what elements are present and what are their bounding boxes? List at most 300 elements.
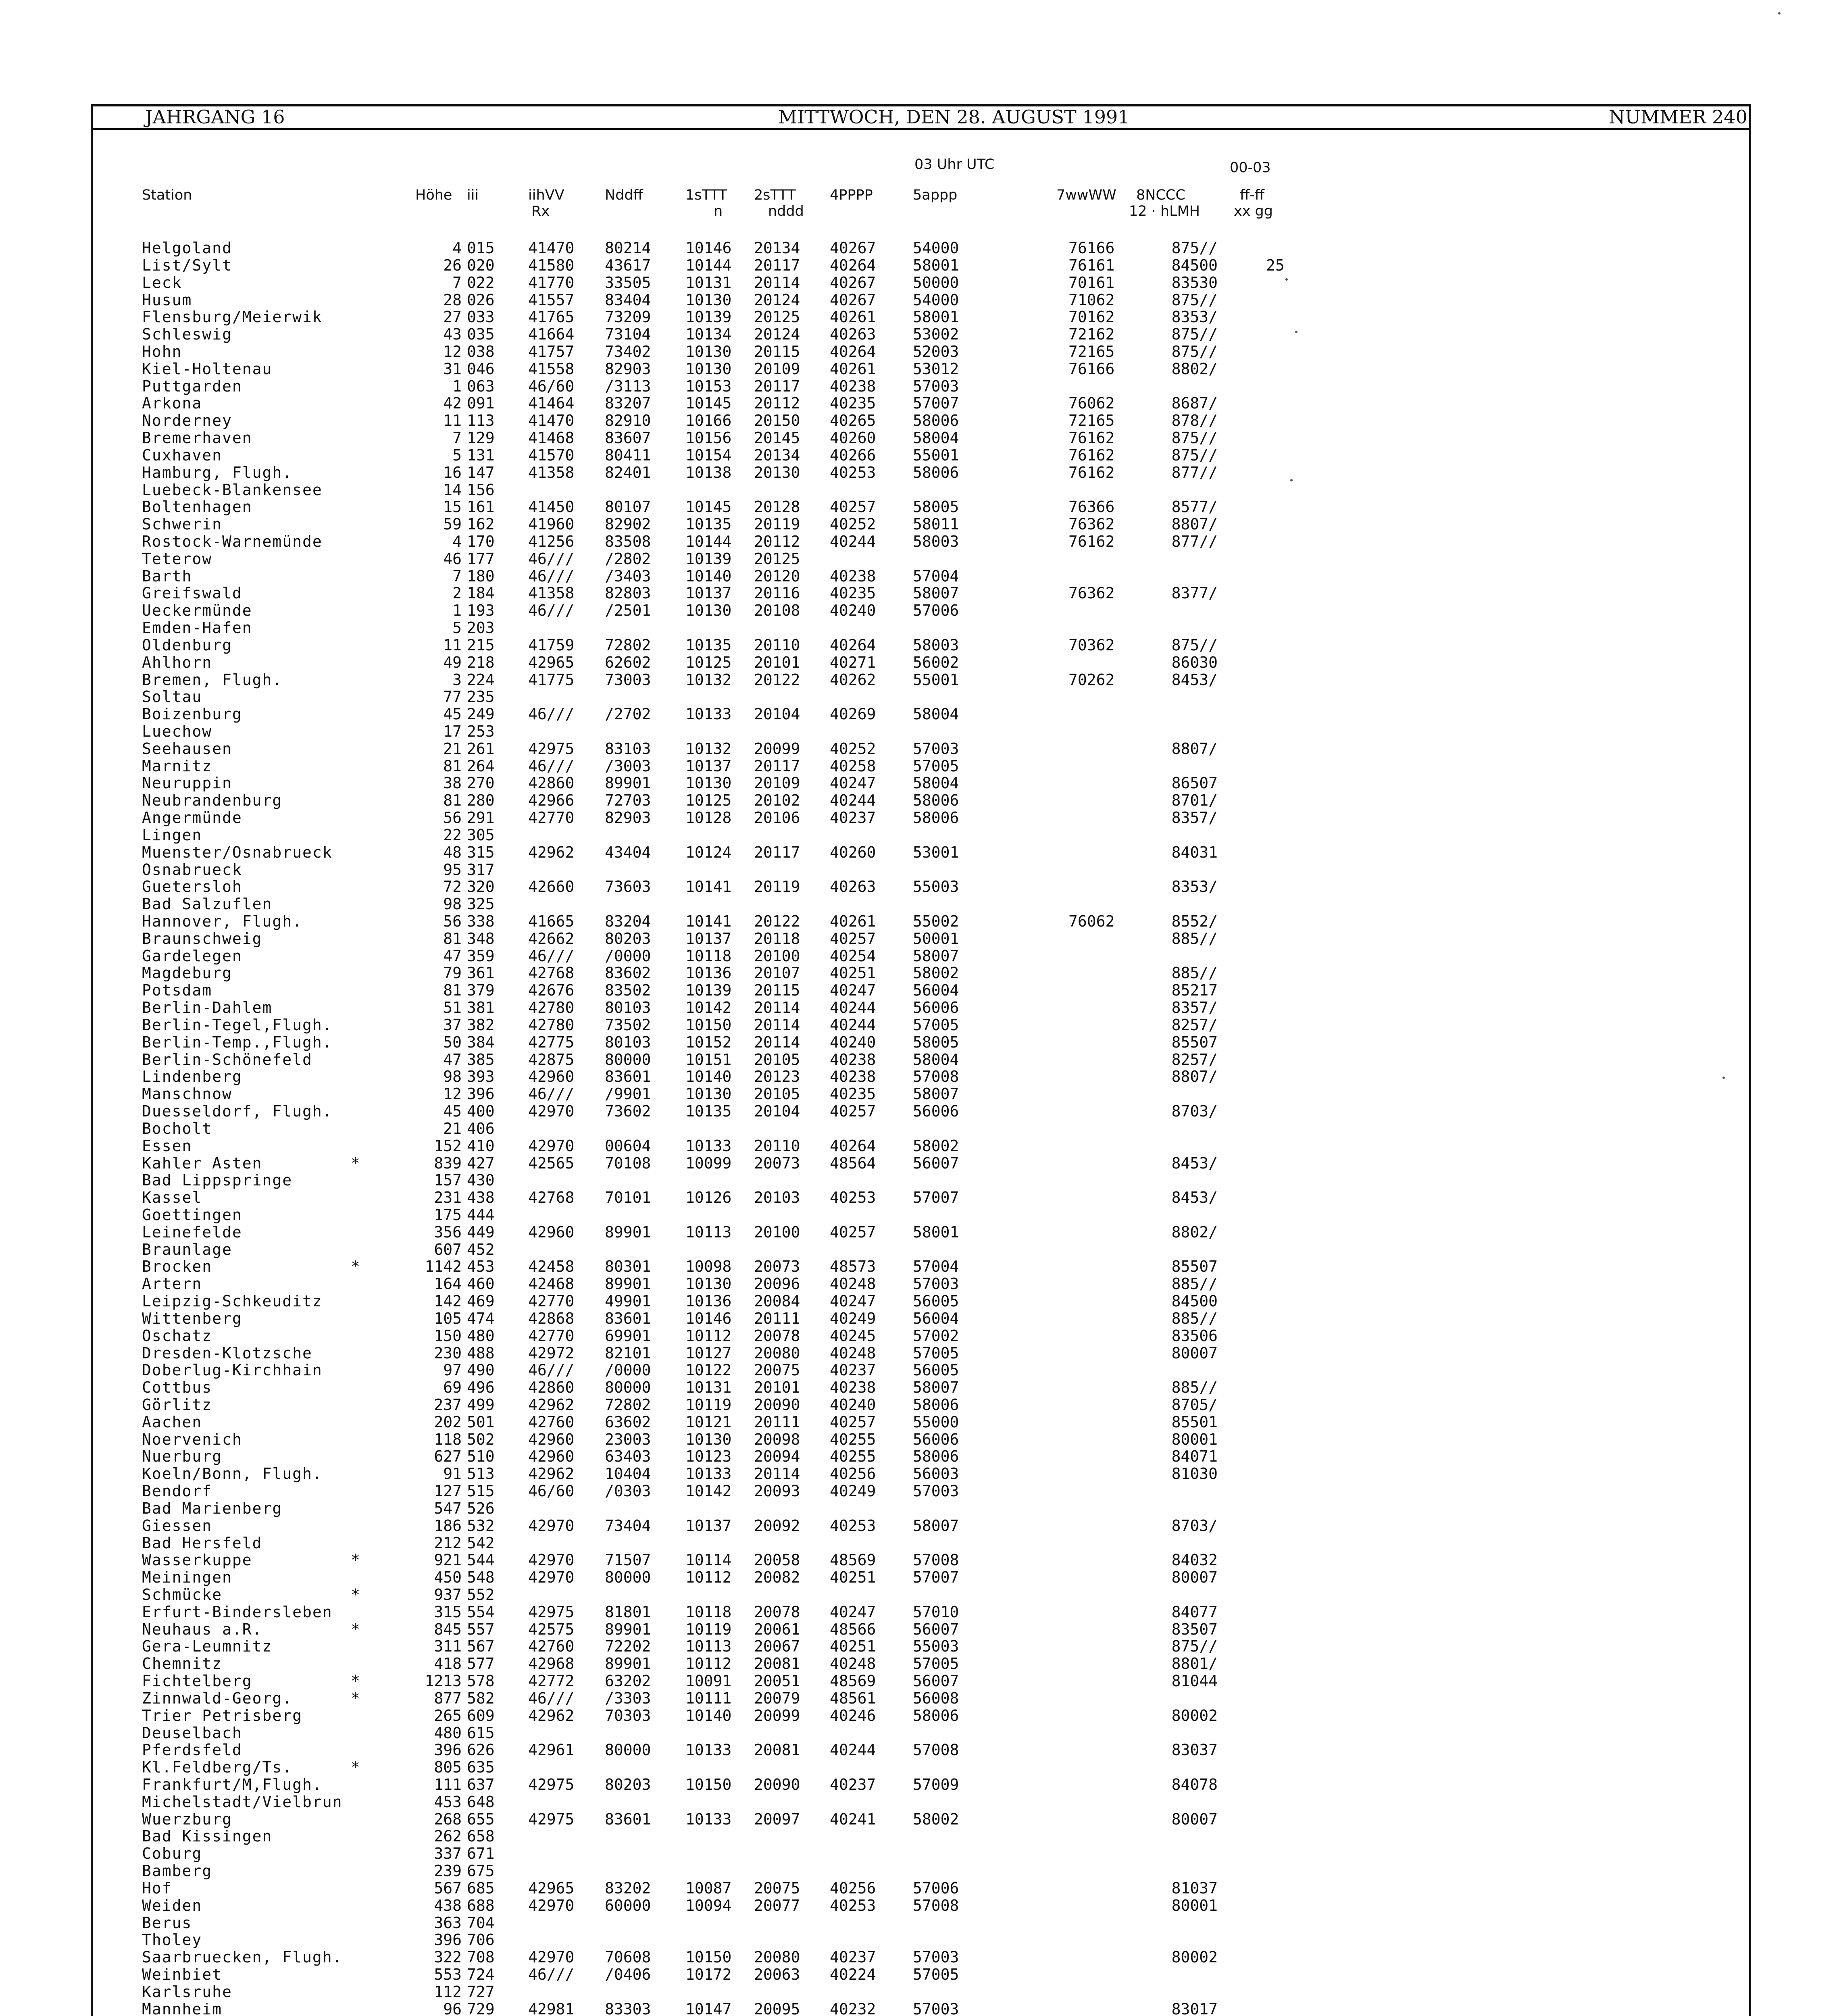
group-tendency: 57004	[913, 1258, 959, 1276]
station-number: 499	[467, 1395, 495, 1414]
group-dewpoint: 20111	[754, 1413, 800, 1431]
group-temperature: 10136	[685, 1292, 732, 1310]
group-clouds: 8807/	[1171, 1068, 1218, 1086]
station-height: 877	[434, 1689, 462, 1707]
group-nddff: /9901	[605, 1085, 651, 1103]
group-clouds: 80001	[1171, 1430, 1218, 1448]
group-nddff: 89901	[605, 1655, 651, 1673]
table-row	[0, 1431, 1841, 1448]
station-number: 315	[467, 843, 495, 861]
group-pressure: 48569	[830, 1551, 876, 1569]
masthead-bottom-rule	[91, 128, 1749, 130]
station-name: Berus	[142, 1914, 192, 1932]
group-temperature: 10132	[685, 739, 732, 758]
group-dewpoint: 20145	[754, 429, 800, 447]
group-clouds: 875//	[1171, 636, 1218, 654]
station-height: 50	[443, 1033, 462, 1051]
station-height: 47	[443, 947, 462, 965]
table-row	[0, 913, 1841, 930]
group-nddff: /3403	[605, 567, 651, 585]
group-temperature: 10153	[685, 377, 732, 395]
station-number: 038	[467, 342, 495, 360]
station-height: 27	[443, 308, 462, 326]
group-pressure: 40262	[830, 671, 876, 689]
group-dewpoint: 20090	[754, 1776, 800, 1793]
group-temperature: 10131	[685, 1379, 732, 1397]
group-nddff: /2702	[605, 705, 651, 723]
group-nddff: 83601	[605, 1810, 651, 1828]
group-temperature: 10130	[685, 360, 732, 378]
group-tendency: 53012	[913, 360, 959, 378]
group-nddff: 83601	[605, 1068, 651, 1086]
mountain-marker: *	[351, 1672, 360, 1690]
group-pressure: 40257	[830, 1102, 876, 1120]
table-row	[0, 568, 1841, 585]
header-n8: 8NCCC	[1136, 187, 1185, 203]
station-name: Bocholt	[142, 1119, 212, 1137]
group-dewpoint: 20125	[754, 550, 800, 568]
station-name: Marnitz	[142, 757, 212, 775]
station-name: Helgoland	[142, 239, 232, 257]
station-name: Duesseldorf, Flugh.	[142, 1102, 333, 1120]
group-temperature: 10154	[685, 446, 732, 464]
group-clouds: 875//	[1171, 1637, 1218, 1656]
station-name: Kiel-Holtenau	[142, 360, 273, 378]
group-dewpoint: 20061	[754, 1620, 800, 1638]
group-temperature: 10113	[685, 1637, 732, 1656]
group-ihvv: 41570	[528, 446, 575, 464]
station-name: Saarbruecken, Flugh.	[142, 1948, 343, 1966]
group-tendency: 57005	[913, 757, 959, 775]
station-number: 203	[467, 619, 495, 637]
group-temperature: 10094	[685, 1896, 732, 1914]
station-height: 4	[452, 532, 462, 550]
group-ihvv: 46/60	[528, 1482, 575, 1500]
group-ihvv: 41960	[528, 515, 575, 533]
station-height: 81	[443, 981, 462, 1000]
group-tendency: 58001	[913, 308, 959, 326]
group-temperature: 10130	[685, 1275, 732, 1293]
group-nddff: 89901	[605, 1275, 651, 1293]
group-tendency: 58004	[913, 429, 959, 447]
group-temperature: 10137	[685, 929, 732, 948]
group-ihvv: 42962	[528, 1706, 575, 1724]
station-number: 488	[467, 1344, 495, 1362]
station-height: 98	[443, 895, 462, 913]
group-dewpoint: 20090	[754, 1395, 800, 1414]
group-clouds: 8802/	[1171, 360, 1218, 378]
station-name: Bad Marienberg	[142, 1499, 283, 1517]
group-dewpoint: 20103	[754, 1189, 800, 1207]
group-tendency: 54000	[913, 291, 959, 309]
table-row	[0, 1776, 1841, 1793]
group-temperature: 10134	[685, 325, 732, 344]
station-height: 14	[443, 481, 462, 499]
group-temperature: 10122	[685, 1361, 732, 1379]
table-row	[0, 498, 1841, 515]
station-number: 724	[467, 1966, 495, 1983]
station-name: Nuerburg	[142, 1447, 223, 1466]
station-number: 253	[467, 723, 495, 740]
group-clouds: 878//	[1171, 412, 1218, 430]
table-row	[0, 602, 1841, 619]
station-height: 627	[434, 1447, 462, 1466]
table-row	[0, 240, 1841, 256]
table-row	[0, 1034, 1841, 1051]
station-name: Berlin-Tegel,Flugh.	[142, 1016, 333, 1034]
station-number: 184	[467, 584, 495, 602]
table-row	[0, 257, 1841, 274]
group-ihvv: 42960	[528, 1430, 575, 1448]
group-clouds: 8807/	[1171, 739, 1218, 758]
group-pressure: 40267	[830, 291, 876, 309]
group-dewpoint: 20115	[754, 342, 800, 360]
group-temperature: 10145	[685, 498, 732, 516]
group-ihvv: 42972	[528, 1344, 575, 1362]
station-number: 708	[467, 1948, 495, 1966]
table-row	[0, 1310, 1841, 1327]
group-pressure: 40267	[830, 239, 876, 257]
station-number: 348	[467, 929, 495, 948]
group-ihvv: 46///	[528, 1361, 575, 1379]
group-weather: 70161	[1068, 273, 1115, 292]
group-temperature: 10140	[685, 567, 732, 585]
group-nddff: 60000	[605, 1896, 651, 1914]
group-nddff: 72802	[605, 1395, 651, 1414]
station-number: 113	[467, 412, 495, 430]
mountain-marker: *	[351, 1689, 360, 1707]
group-pressure: 40271	[830, 653, 876, 671]
station-name: Mannheim	[142, 2000, 223, 2016]
group-clouds: 8552/	[1171, 912, 1218, 930]
group-pressure: 40253	[830, 463, 876, 481]
group-pressure: 40240	[830, 1033, 876, 1051]
table-row	[0, 1517, 1841, 1534]
station-name: Schmücke	[142, 1586, 223, 1604]
group-tendency: 56007	[913, 1154, 959, 1172]
table-row	[0, 447, 1841, 464]
group-dewpoint: 20119	[754, 515, 800, 533]
group-nddff: 81801	[605, 1603, 651, 1621]
station-name: Oldenburg	[142, 636, 232, 654]
group-dewpoint: 20078	[754, 1603, 800, 1621]
station-number: 249	[467, 705, 495, 723]
station-height: 11	[443, 412, 462, 430]
group-nddff: 83103	[605, 739, 651, 758]
group-temperature: 10118	[685, 947, 732, 965]
group-temperature: 10114	[685, 1551, 732, 1569]
station-name: Osnabrueck	[142, 860, 242, 879]
group-tendency: 58004	[913, 774, 959, 792]
table-row	[0, 1068, 1841, 1085]
station-number: 567	[467, 1637, 495, 1656]
group-tendency: 58005	[913, 1033, 959, 1051]
station-name: Bamberg	[142, 1862, 212, 1880]
station-number: 063	[467, 377, 495, 395]
group-clouds: 885//	[1171, 1309, 1218, 1327]
station-height: 265	[434, 1706, 462, 1724]
table-row	[0, 1327, 1841, 1344]
table-row	[0, 1586, 1841, 1603]
group-clouds: 86030	[1171, 653, 1218, 671]
table-row	[0, 1828, 1841, 1845]
group-nddff: 83202	[605, 1879, 651, 1897]
group-dewpoint: 20107	[754, 964, 800, 982]
group-weather: 76362	[1068, 584, 1115, 602]
station-height: 1142	[425, 1258, 462, 1276]
station-name: Neubrandenburg	[142, 791, 283, 810]
station-height: 311	[434, 1637, 462, 1656]
group-ihvv: 41464	[528, 394, 575, 412]
station-height: 81	[443, 929, 462, 948]
group-clouds: 80001	[1171, 1896, 1218, 1914]
station-number: 430	[467, 1171, 495, 1189]
group-pressure: 40235	[830, 584, 876, 602]
group-dewpoint: 20105	[754, 1085, 800, 1103]
scan-speck	[1778, 12, 1781, 15]
group-pressure: 40238	[830, 567, 876, 585]
group-pressure: 40269	[830, 705, 876, 723]
group-clouds: 80002	[1171, 1948, 1218, 1966]
group-pressure: 40235	[830, 394, 876, 412]
station-number: 270	[467, 774, 495, 792]
group-dewpoint: 20106	[754, 809, 800, 827]
group-dewpoint: 20117	[754, 757, 800, 775]
station-height: 56	[443, 912, 462, 930]
group-nddff: /3303	[605, 1689, 651, 1707]
table-row	[0, 878, 1841, 895]
station-number: 438	[467, 1189, 495, 1207]
station-height: 91	[443, 1465, 462, 1483]
group-ihvv: 42975	[528, 1603, 575, 1621]
group-ihvv: 41358	[528, 584, 575, 602]
group-temperature: 10123	[685, 1447, 732, 1466]
table-row	[0, 1638, 1841, 1655]
group-clouds: 8353/	[1171, 308, 1218, 326]
group-temperature: 10124	[685, 843, 732, 861]
group-clouds: 875//	[1171, 291, 1218, 309]
station-height: 839	[434, 1154, 462, 1172]
group-temperature: 10119	[685, 1620, 732, 1638]
station-name: Husum	[142, 291, 192, 309]
group-clouds: 8377/	[1171, 584, 1218, 602]
table-row	[0, 1414, 1841, 1431]
group-clouds: 877//	[1171, 463, 1218, 481]
station-name: Bad Lippspringe	[142, 1171, 293, 1189]
table-row	[0, 844, 1841, 861]
station-number: 452	[467, 1240, 495, 1258]
group-dewpoint: 20123	[754, 1068, 800, 1086]
group-clouds: 84031	[1171, 843, 1218, 861]
station-name: Ueckermünde	[142, 602, 252, 620]
group-tendency: 55003	[913, 1637, 959, 1656]
group-nddff: 70608	[605, 1948, 651, 1966]
group-pressure: 40264	[830, 342, 876, 360]
group-dewpoint: 20118	[754, 929, 800, 948]
group-ihvv: 42780	[528, 1016, 575, 1034]
group-clouds: 8357/	[1171, 809, 1218, 827]
group-dewpoint: 20114	[754, 999, 800, 1017]
group-tendency: 58007	[913, 947, 959, 965]
group-ihvv: 46///	[528, 1966, 575, 1983]
group-clouds: 875//	[1171, 429, 1218, 447]
group-dewpoint: 20094	[754, 1447, 800, 1466]
group-dewpoint: 20092	[754, 1516, 800, 1535]
group-nddff: 49901	[605, 1292, 651, 1310]
group-dewpoint: 20100	[754, 947, 800, 965]
station-height: 921	[434, 1551, 462, 1569]
station-number: 577	[467, 1655, 495, 1673]
group-dewpoint: 20124	[754, 325, 800, 344]
station-name: Bad Salzuflen	[142, 895, 273, 913]
group-nddff: 80000	[605, 1379, 651, 1397]
station-height: 16	[443, 463, 462, 481]
station-name: Luebeck-Blankensee	[142, 481, 323, 499]
table-row	[0, 999, 1841, 1016]
group-dewpoint: 20122	[754, 671, 800, 689]
station-height: 5	[452, 446, 462, 464]
table-row	[0, 1448, 1841, 1465]
station-number: 361	[467, 964, 495, 982]
station-height: 4	[452, 239, 462, 257]
group-tendency: 56003	[913, 1465, 959, 1483]
group-tendency: 57007	[913, 394, 959, 412]
station-name: Lingen	[142, 826, 202, 844]
group-tendency: 55003	[913, 878, 959, 896]
group-pressure: 48569	[830, 1672, 876, 1690]
group-pressure: 40257	[830, 498, 876, 516]
station-number: 449	[467, 1223, 495, 1241]
station-number: 727	[467, 1983, 495, 2001]
station-number: 015	[467, 239, 495, 257]
station-height: 438	[434, 1896, 462, 1914]
table-row	[0, 1897, 1841, 1914]
station-number: 542	[467, 1534, 495, 1552]
group-tendency: 56005	[913, 1361, 959, 1379]
table-row	[0, 982, 1841, 999]
group-nddff: 83204	[605, 912, 651, 930]
station-height: 202	[434, 1413, 462, 1431]
station-name: Deuselbach	[142, 1724, 242, 1742]
station-number: 510	[467, 1447, 495, 1466]
station-height: 142	[434, 1292, 462, 1310]
group-dewpoint: 20134	[754, 446, 800, 464]
station-number: 215	[467, 636, 495, 654]
station-name: Teterow	[142, 550, 212, 568]
table-row	[0, 1206, 1841, 1223]
table-row	[0, 1465, 1841, 1482]
group-pressure: 40257	[830, 929, 876, 948]
group-dewpoint: 20075	[754, 1361, 800, 1379]
station-name: Meiningen	[142, 1568, 232, 1587]
table-row	[0, 1672, 1841, 1689]
station-height: 69	[443, 1379, 462, 1397]
station-number: 156	[467, 481, 495, 499]
station-name: Norderney	[142, 412, 232, 430]
group-pressure: 40237	[830, 1776, 876, 1793]
station-height: 322	[434, 1948, 462, 1966]
station-name: Erfurt-Bindersleben	[142, 1603, 333, 1621]
table-row	[0, 1293, 1841, 1310]
group-ihvv: 42960	[528, 1223, 575, 1241]
group-pressure: 40258	[830, 757, 876, 775]
group-ihvv: 42960	[528, 1068, 575, 1086]
station-height: 45	[443, 705, 462, 723]
mountain-marker: *	[351, 1551, 360, 1569]
station-name: Boizenburg	[142, 705, 242, 723]
group-ihvv: 42970	[528, 1137, 575, 1155]
station-height: 567	[434, 1879, 462, 1897]
group-dewpoint: 20117	[754, 843, 800, 861]
group-temperature: 10135	[685, 515, 732, 533]
group-tendency: 58006	[913, 463, 959, 481]
group-temperature: 10133	[685, 1137, 732, 1155]
group-clouds: 877//	[1171, 532, 1218, 550]
table-row	[0, 1172, 1841, 1189]
table-row	[0, 930, 1841, 947]
group-tendency: 53002	[913, 325, 959, 344]
station-height: 12	[443, 342, 462, 360]
table-row	[0, 861, 1841, 878]
group-ihvv: 41470	[528, 412, 575, 430]
group-dewpoint: 20063	[754, 1966, 800, 1983]
group-ihvv: 41468	[528, 429, 575, 447]
group-nddff: 73402	[605, 342, 651, 360]
station-height: 26	[443, 256, 462, 274]
header-ff: ff-ff	[1240, 187, 1264, 203]
station-number: 704	[467, 1914, 495, 1932]
group-dewpoint: 20111	[754, 1309, 800, 1327]
group-ihvv: 42770	[528, 1327, 575, 1345]
table-row	[0, 585, 1841, 602]
table-row	[0, 308, 1841, 325]
station-number: 193	[467, 602, 495, 620]
station-height: 1213	[425, 1672, 462, 1690]
station-height: 152	[434, 1137, 462, 1155]
group-temperature: 10130	[685, 1430, 732, 1448]
table-row	[0, 1224, 1841, 1241]
station-number: 554	[467, 1603, 495, 1621]
station-height: 95	[443, 860, 462, 879]
station-name: Zinnwald-Georg.	[142, 1689, 293, 1707]
group-tendency: 58006	[913, 412, 959, 430]
station-name: Goettingen	[142, 1206, 242, 1224]
group-dewpoint: 20093	[754, 1482, 800, 1500]
group-weather: 76166	[1068, 239, 1115, 257]
station-number: 578	[467, 1672, 495, 1690]
station-height: 845	[434, 1620, 462, 1638]
group-ihvv: 42780	[528, 999, 575, 1017]
station-name: Oschatz	[142, 1327, 212, 1345]
group-dewpoint: 20099	[754, 739, 800, 758]
group-temperature: 10130	[685, 1085, 732, 1103]
group-clouds: 8703/	[1171, 1102, 1218, 1120]
station-height: 15	[443, 498, 462, 516]
table-row	[0, 1724, 1841, 1741]
group-tendency: 57008	[913, 1551, 959, 1569]
group-temperature: 10140	[685, 1706, 732, 1724]
table-row	[0, 1379, 1841, 1396]
group-nddff: 73602	[605, 1102, 651, 1120]
station-number: 384	[467, 1033, 495, 1051]
station-name: Gardelegen	[142, 947, 242, 965]
station-number: 022	[467, 273, 495, 292]
group-ihvv: 46///	[528, 567, 575, 585]
group-temperature: 10136	[685, 964, 732, 982]
group-pressure: 40266	[830, 446, 876, 464]
table-row	[0, 1707, 1841, 1724]
group-clouds: 84071	[1171, 1447, 1218, 1466]
